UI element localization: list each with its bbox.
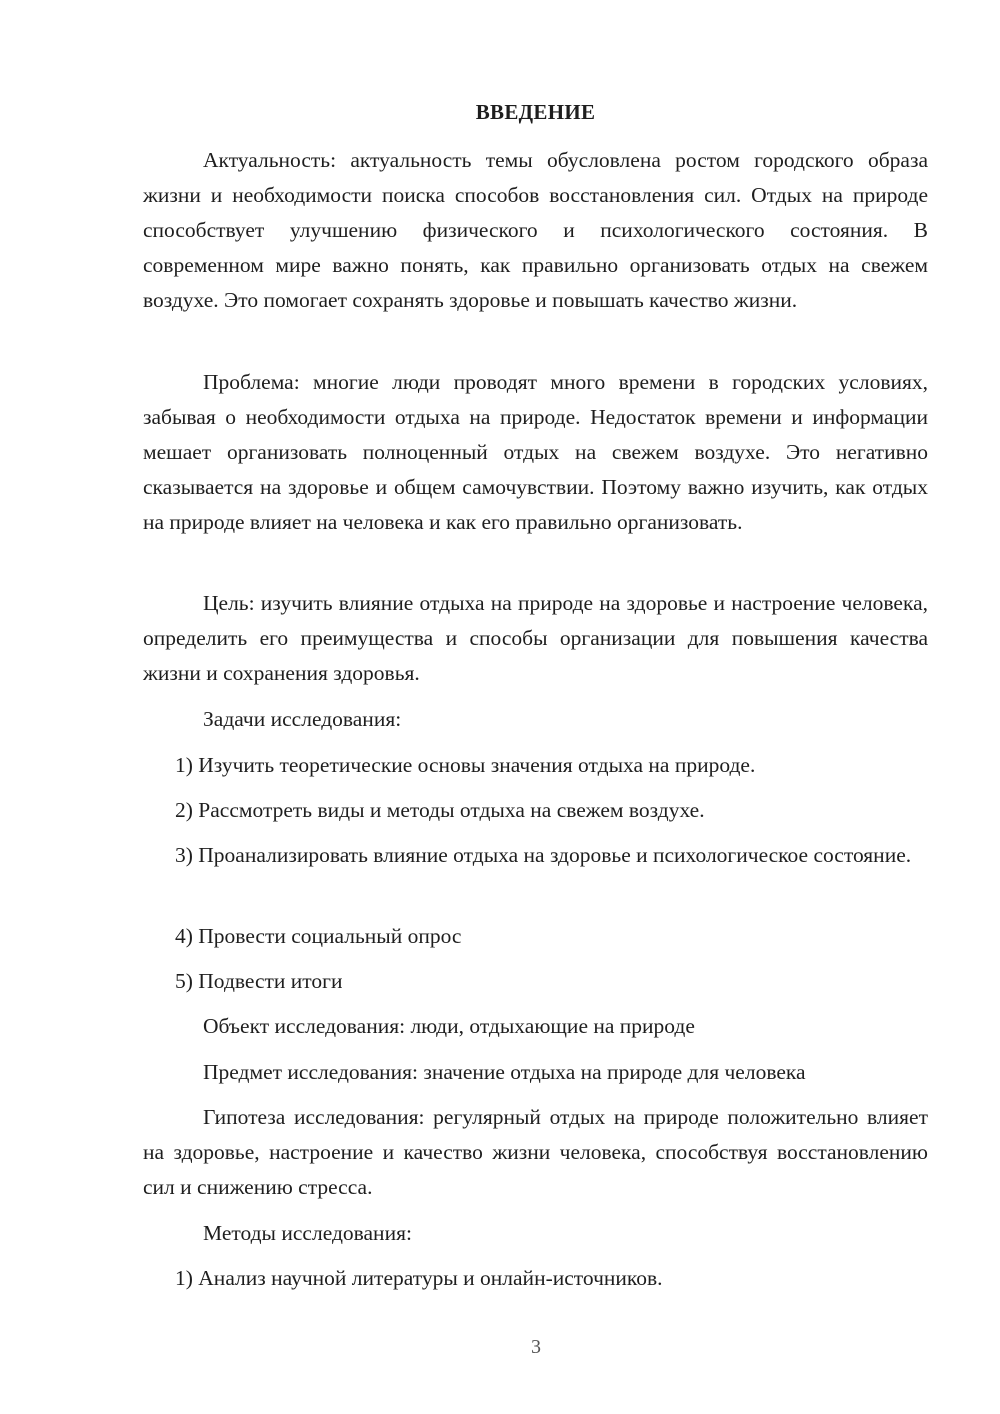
paragraph-hypothesis: Гипотеза исследования: регулярный отдых на природе положительно влияет на здоровье, настроение и качество жизни человека, способствуя восстановлению сил и снижению стресса.	[143, 1105, 928, 1199]
method-item: 1) Анализ научной литературы и онлайн-источников.	[175, 1266, 663, 1290]
paragraph-subject: Предмет исследования: значение отдыха на природе для человека	[203, 1060, 806, 1084]
paragraph-goal: Цель: изучить влияние отдыха на природе на здоровье и настроение человека, определить его преимущества и способы организации для повышения качества жизни и сохранения здоровья.	[143, 591, 928, 685]
paragraph-object: Объект исследования: люди, отдыхающие на природе	[203, 1014, 695, 1038]
task-item: 3) Проанализировать влияние отдыха на здоровье и психологическое состояние.	[175, 843, 912, 867]
page-number: 3	[531, 1336, 541, 1358]
paragraph-relevance: Актуальность: актуальность темы обусловлена ростом городского образа жизни и необходимости поиска способов восстановления сил. Отдых на природе способствует улучшению физического и психологического состояния. В современном мире важно понять, как правильно организовать отдых на свежем воздухе. Это помогает сохранять здоровье и повышать качество жизни.	[143, 148, 928, 312]
task-item: 5) Подвести итоги	[175, 969, 343, 993]
tasks-heading: Задачи исследования:	[203, 707, 402, 731]
page-title: ВВЕДЕНИЕ	[475, 100, 596, 124]
task-item: 4) Провести социальный опрос	[175, 924, 462, 948]
task-item: 2) Рассмотреть виды и методы отдыха на свежем воздухе.	[175, 798, 705, 822]
paragraph-problem: Проблема: многие люди проводят много времени в городских условиях, забывая о необходимости отдыха на природе. Недостаток времени и информации мешает организовать полноценный отдых на свежем воздухе. Это негативно сказывается на здоровье и общем самочувствии. Поэтому важно изучить, как отдых на природе влияет на человека и как его правильно организовать.	[143, 370, 928, 534]
methods-heading: Методы исследования:	[203, 1221, 412, 1245]
task-item: 1) Изучить теоретические основы значения отдыха на природе.	[175, 753, 756, 777]
